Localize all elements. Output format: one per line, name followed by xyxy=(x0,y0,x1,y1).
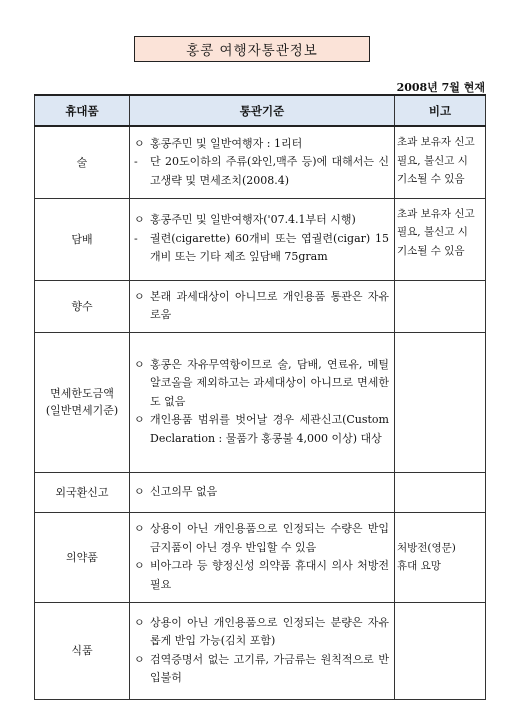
bullet-mark: ㅇ xyxy=(134,413,145,427)
criteria-text: 홍콩주민 및 일반여행자 : 1리터 xyxy=(150,136,303,150)
row-criteria-cell xyxy=(130,512,395,602)
criteria-entry xyxy=(134,614,389,651)
document-title xyxy=(134,36,370,62)
table-row xyxy=(35,332,486,472)
header-note: 비고 xyxy=(395,95,486,126)
row-criteria-cell xyxy=(130,602,395,699)
table-row xyxy=(35,472,486,512)
criteria-text: 상용이 아닌 개인용품으로 인정되는 분량은 자유롭게 반입 가능(김치 포함) xyxy=(150,615,389,647)
bullet-mark: ㅇ xyxy=(134,289,145,303)
bullet-mark: ㅇ xyxy=(134,484,145,498)
row-item-cell xyxy=(35,126,130,198)
criteria-text: 홍콩은 자유무역항이므로 술, 담배, 연료유, 메틸알코올을 제외하고는 과세대상이 아니므로 면세한도 없음 xyxy=(150,357,389,408)
criteria-entry xyxy=(134,356,389,412)
row-criteria-cell xyxy=(130,472,395,512)
note-text: 기소될 수 있음 xyxy=(397,173,465,185)
criteria-entry xyxy=(134,153,389,190)
note-text: 필요, 불신고 시 xyxy=(397,154,468,167)
row-criteria-cell xyxy=(130,332,395,472)
row-item-cell xyxy=(35,602,130,699)
bullet-mark: ㅇ xyxy=(134,136,145,150)
note-text: 휴대 요망 xyxy=(397,560,441,572)
row-criteria-cell xyxy=(130,126,395,198)
row-item-cell xyxy=(35,512,130,602)
bullet-mark: ㅇ xyxy=(134,615,145,629)
bullet-mark: ㅇ xyxy=(134,213,145,227)
note-text: 처방전(영문) xyxy=(397,541,456,554)
criteria-entry xyxy=(134,651,389,688)
criteria-entry xyxy=(134,135,389,154)
criteria-text: 홍콩주민 및 일반여행자('07.4.1부터 시행) xyxy=(150,213,356,227)
item-name: 면세한도금액 xyxy=(50,387,114,400)
criteria-text: 상용이 아닌 개인용품으로 인정되는 수량은 반입금지품이 아닌 경우 반입할 수 있음 xyxy=(150,522,389,554)
item-name: (일반면세기준) xyxy=(45,404,119,417)
bullet-mark: - xyxy=(134,231,138,245)
item-name: 식품 xyxy=(71,644,93,657)
row-item-cell xyxy=(35,280,130,332)
table-row xyxy=(35,126,486,198)
criteria-entry xyxy=(134,211,389,230)
item-name: 향수 xyxy=(71,299,93,313)
note-text: 필요, 불신고 시 xyxy=(397,226,468,238)
criteria-entry xyxy=(134,411,389,448)
row-note-cell xyxy=(395,280,486,332)
bullet-mark: ㅇ xyxy=(134,559,145,572)
table-row xyxy=(35,602,486,699)
table-row xyxy=(35,512,486,602)
header-criteria: 통관기준 xyxy=(130,95,395,126)
criteria-text: 개인용품 범위를 벗어날 경우 세관신고(Custom Declaration : 물품가 홍콩불 4,000 이상) 대상 xyxy=(150,413,389,445)
bullet-mark: ㅇ xyxy=(134,357,145,371)
criteria-text: 신고의무 없음 xyxy=(150,484,218,498)
note-text: 기소될 수 있음 xyxy=(397,244,465,257)
item-name: 의약품 xyxy=(66,550,98,564)
criteria-text: 본래 과세대상이 아니므로 개인용품 통관은 자유로움 xyxy=(150,289,389,321)
table-body xyxy=(35,126,486,699)
row-note-cell xyxy=(395,332,486,472)
row-item-cell xyxy=(35,198,130,280)
criteria-entry xyxy=(134,288,389,325)
criteria-text: 검역증명서 없는 고기류, 가금류는 원칙적으로 반입불허 xyxy=(150,652,389,684)
item-name: 술 xyxy=(76,155,88,169)
item-name: 담배 xyxy=(71,232,93,246)
row-note-cell xyxy=(395,512,486,602)
table-row xyxy=(35,198,486,280)
item-name: 외국환신고 xyxy=(55,485,109,499)
bullet-mark: ㅇ xyxy=(134,522,145,535)
criteria-entry xyxy=(134,557,389,594)
criteria-entry xyxy=(134,230,389,267)
row-criteria-cell xyxy=(130,280,395,332)
criteria-text: 궐련(cigarette) 60개비 또는 엽궐련(cigar) 15개비 또는 기타 제조 잎담배 75gram xyxy=(150,231,389,264)
table-row xyxy=(35,280,486,332)
criteria-entry xyxy=(134,483,389,502)
bullet-mark: ㅇ xyxy=(134,652,145,666)
note-text: 초과 보유자 신고 xyxy=(397,136,475,148)
header-item: 휴대품 xyxy=(35,95,130,126)
bullet-mark: - xyxy=(134,155,138,168)
as-of-date: 2008년 7월 현재 xyxy=(396,81,485,94)
criteria-text: 단 20도이하의 주류(와인,맥주 등)에 대해서는 신고생략 및 면세조치(2008.4) xyxy=(150,155,389,187)
row-item-cell xyxy=(35,332,130,472)
row-note-cell xyxy=(395,198,486,280)
row-note-cell xyxy=(395,472,486,512)
customs-info-table xyxy=(34,94,486,700)
table-header-row xyxy=(35,95,486,126)
document-title-text: 홍콩 여행자통관정보 xyxy=(186,43,318,59)
criteria-text: 비아그라 등 향정신성 의약품 휴대시 의사 처방전 필요 xyxy=(150,559,389,591)
row-note-cell xyxy=(395,602,486,699)
row-criteria-cell xyxy=(130,198,395,280)
row-note-cell xyxy=(395,126,486,198)
row-item-cell xyxy=(35,472,130,512)
note-text: 초과 보유자 신고 xyxy=(397,207,475,220)
criteria-entry xyxy=(134,520,389,557)
